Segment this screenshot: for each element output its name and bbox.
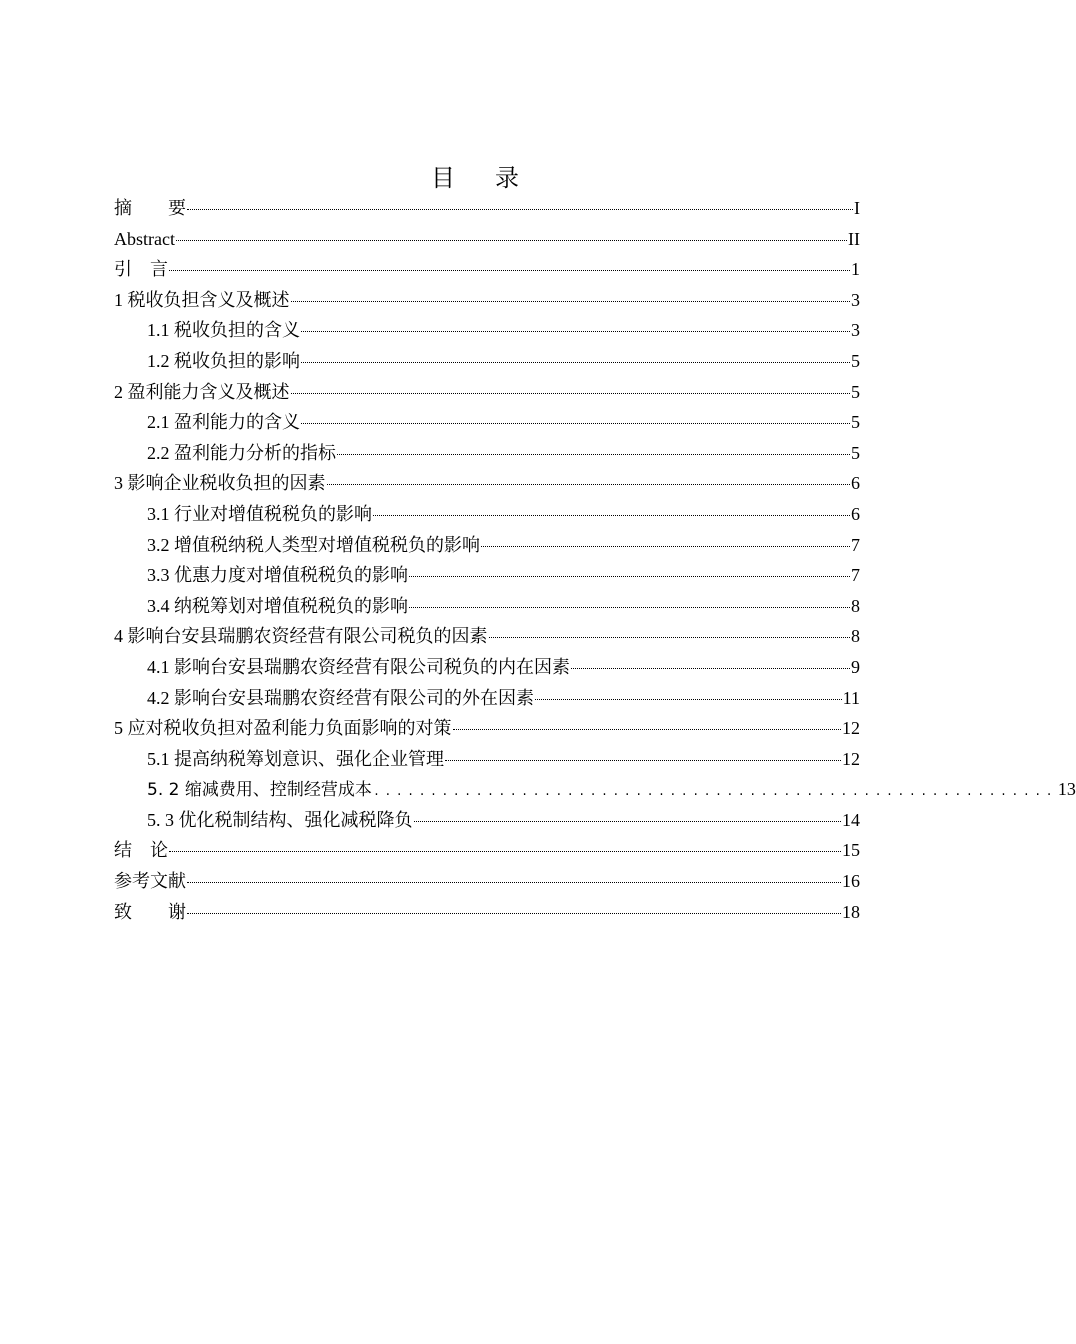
toc-entry[interactable] (114, 224, 860, 255)
toc-entry-page-number: 5 (851, 412, 860, 433)
toc-leader-dots: ............................................................ (372, 785, 1057, 800)
toc-entry-label: 1.1 税收负担的含义 (147, 320, 300, 341)
toc-entry-label: 5 应对税收负担对盈利能力负面影响的对策 (114, 718, 452, 739)
toc-entry-label: 引 言 (114, 259, 168, 280)
toc-entry-label: 摘 要 (114, 198, 186, 218)
toc-entry[interactable] (114, 713, 860, 744)
toc-entry-label: 5.1 提高纳税筹划意识、强化企业管理 (147, 748, 444, 769)
toc-entry-label: Abstract (114, 228, 175, 249)
toc-entry-page-number: 14 (842, 809, 860, 830)
toc-entry[interactable] (114, 683, 860, 714)
toc-entry-label: 致 谢 (114, 901, 186, 922)
toc-entry[interactable] (114, 744, 860, 775)
toc-entry[interactable] (114, 530, 860, 561)
toc-entry-page-number: 11 (842, 687, 860, 708)
toc-entry-page-number: 15 (842, 840, 860, 861)
toc-entry-page-number: 3 (851, 289, 860, 310)
toc-entry[interactable] (114, 591, 860, 622)
toc-entry-page-number: 13 (1057, 779, 1076, 800)
toc-leader-dots (535, 699, 842, 700)
toc-leader-dots (373, 515, 850, 516)
toc-leader-dots (301, 331, 850, 332)
toc-entry-label: 4.1 影响台安县瑞鹏农资经营有限公司税负的内在因素 (147, 656, 570, 677)
toc-entry-label: 3.3 优惠力度对增值税税负的影响 (147, 565, 408, 586)
toc-entry[interactable] (114, 254, 860, 285)
toc-leader-dots (445, 760, 841, 761)
toc-entry[interactable] (114, 499, 860, 530)
toc-leader-dots (301, 423, 850, 424)
toc-entry-label: 4.2 影响台安县瑞鹏农资经营有限公司的外在因素 (147, 687, 534, 708)
toc-leader-dots (301, 362, 850, 363)
toc-entry-label: 2.1 盈利能力的含义 (147, 412, 300, 433)
toc-entry[interactable] (114, 346, 860, 377)
toc-entry-label: 2.2 盈利能力分析的指标 (147, 442, 336, 463)
toc-entry[interactable] (114, 468, 860, 499)
toc-entry[interactable] (114, 866, 860, 897)
toc-entry-page-number: 1 (851, 259, 860, 280)
toc-entry-label: 3.1 行业对增值税税负的影响 (147, 503, 372, 524)
toc-entry[interactable] (114, 560, 860, 591)
toc-leader-dots (414, 821, 842, 822)
toc-leader-dots (187, 882, 841, 883)
toc-leader-dots (169, 851, 841, 852)
toc-entry-label: 3 影响企业税收负担的因素 (114, 473, 326, 494)
toc-entry-page-number: 8 (851, 595, 860, 616)
toc-entry-page-number: II (848, 228, 860, 249)
toc-entry-label: 4 影响台安县瑞鹏农资经营有限公司税负的因素 (114, 626, 488, 647)
toc-entry-page-number: 12 (842, 748, 860, 769)
toc-entry[interactable] (114, 438, 860, 469)
toc-entry[interactable] (114, 285, 860, 316)
toc-leader-dots (409, 576, 850, 577)
toc-entry-label: 1 税收负担含义及概述 (114, 289, 290, 310)
toc-leader-dots (489, 637, 851, 638)
toc-leader-dots (327, 484, 851, 485)
toc-title (0, 160, 950, 196)
toc-entry[interactable] (114, 835, 860, 866)
toc-leader-dots (187, 209, 853, 210)
toc-list (114, 193, 1076, 927)
toc-entry-page-number: 6 (851, 473, 860, 494)
toc-entry-page-number: 7 (851, 534, 860, 555)
toc-leader-dots (291, 393, 851, 394)
toc-entry-label: 1.2 税收负担的影响 (147, 350, 300, 371)
toc-leader-dots (169, 270, 850, 271)
toc-entry[interactable] (114, 407, 860, 438)
toc-title-left: 目 (431, 164, 455, 192)
toc-entry-label: 3.2 增值税纳税人类型对增值税税负的影响 (147, 534, 480, 555)
toc-entry[interactable] (114, 774, 1076, 805)
toc-entry-page-number: 6 (851, 503, 860, 524)
toc-entry-page-number: 8 (851, 626, 860, 647)
toc-entry[interactable] (114, 621, 860, 652)
toc-entry-page-number: 9 (851, 656, 860, 677)
toc-leader-dots (337, 454, 850, 455)
toc-leader-dots (481, 546, 850, 547)
toc-entry-page-number: 5 (851, 350, 860, 371)
toc-entry-page-number: 5 (851, 442, 860, 463)
toc-title-right: 录 (495, 164, 519, 192)
toc-leader-dots (187, 913, 841, 914)
toc-entry[interactable] (114, 193, 860, 224)
toc-entry-page-number: 7 (851, 565, 860, 586)
toc-entry-label: 2 盈利能力含义及概述 (114, 381, 290, 402)
toc-entry-label: 参考文献 (114, 871, 186, 892)
toc-leader-dots (291, 301, 851, 302)
toc-leader-dots (176, 240, 847, 241)
toc-entry-label: 结 论 (114, 840, 168, 861)
toc-entry-page-number: 16 (842, 871, 860, 892)
toc-entry[interactable] (114, 652, 860, 683)
toc-entry[interactable] (114, 377, 860, 408)
toc-entry-page-number: 5 (851, 381, 860, 402)
toc-entry-page-number: 12 (842, 718, 860, 739)
toc-entry-page-number: I (854, 198, 860, 218)
toc-entry[interactable] (114, 315, 860, 346)
toc-leader-dots (453, 729, 842, 730)
toc-entry-label: 5. 2 缩减费用、控制经营成本 (147, 780, 372, 801)
toc-leader-dots (571, 668, 850, 669)
toc-entry-label: 3.4 纳税筹划对增值税税负的影响 (147, 595, 408, 616)
toc-entry[interactable] (114, 805, 860, 836)
toc-entry-label: 5. 3 优化税制结构、强化减税降负 (147, 809, 413, 830)
toc-entry-page-number: 3 (851, 320, 860, 341)
toc-entry-page-number: 18 (842, 901, 860, 922)
toc-leader-dots (409, 607, 850, 608)
toc-entry[interactable] (114, 897, 860, 928)
